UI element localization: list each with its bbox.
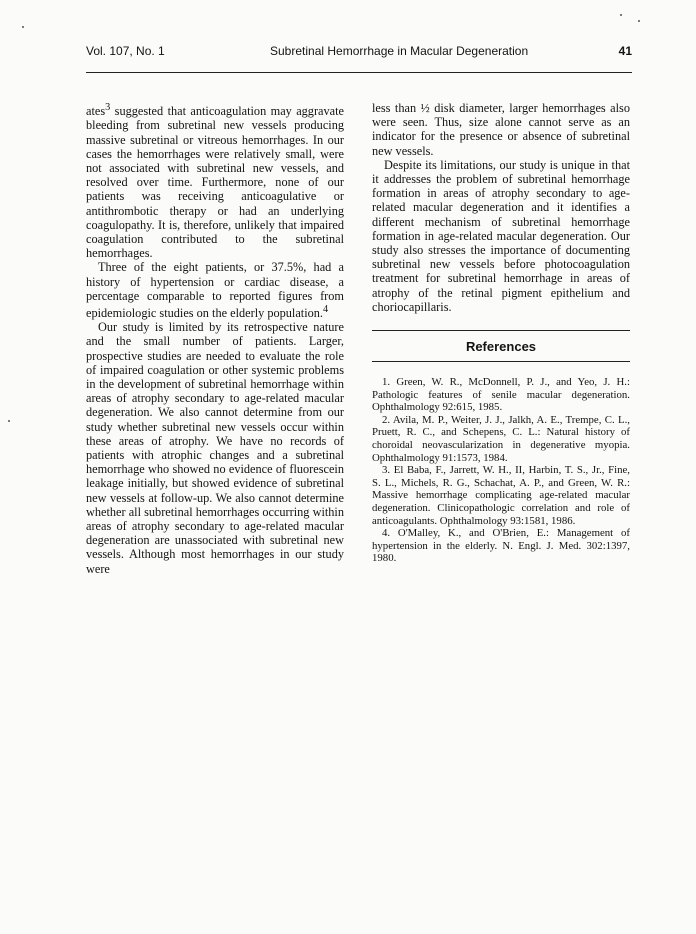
right-column (372, 101, 630, 314)
left-p1-text-start: ates (86, 104, 106, 119)
references-rule-top (372, 330, 630, 331)
reference-item: 3. El Baba, F., Jarrett, W. H., II, Harbin, T. S., Jr., Fine, S. L., Michels, R. G., Schachat, A. P., and Green, W. R.: Massive hemorrhage complicating age-related macular degeneration. Clinicopathologic correlation and role of anticoagulants. Ophthalmology 93:1581, 1986. (372, 464, 630, 527)
journal-volume: Vol. 107, No. 1 (86, 44, 165, 58)
right-paragraph-2: Despite its limitations, our study is unique in that it addresses the problem of subretinal hemorrhage formation in areas of atrophy secondary to age-related macular degeneration and it identifies a different mechanism of subretinal hemorrhage formation in age-related macular degeneration. Our study also stresses the importance of documenting subretinal new vessels before photocoagulation treatment for subretinal hemorrhage in areas of atrophy of the retinal pigment epithelium and choriocapillaris. (372, 157, 630, 314)
left-paragraph-1 (86, 101, 344, 260)
reference-item: 2. Avila, M. P., Weiter, J. J., Jalkh, A. E., Trempe, C. L., Pruett, R. C., and Schepens, C. L.: Natural history of choroidal neovascularization in degenerative myopia. Ophthalmology 91:1573, 1984. (372, 413, 630, 464)
references-title: References (465, 339, 537, 354)
left-p1-text: suggested that anticoagulation may aggravate bleeding from subretinal new vessels producing massive subretinal or vitreous hemorrhages. In our cases the hemorrhages were relatively small, were not associated with subretinal new vessels, and resolved over time. Furthermore, none of our patients was receiving anticoagulative or antithrombotic therapy or had an underlying coagulopathy. It is, therefore, unlikely that impaired coagulation contributed to the subretinal hemorrhages. (86, 104, 344, 261)
citation-4: 4 (323, 303, 329, 315)
left-paragraph-2 (86, 260, 344, 320)
header-rule (86, 72, 632, 73)
running-title: Subretinal Hemorrhage in Macular Degeneration (270, 44, 529, 58)
page-number: 41 (618, 44, 632, 58)
scan-speck (8, 420, 10, 422)
references-list (372, 376, 630, 565)
references-rule-bottom (372, 361, 630, 362)
left-column (86, 101, 344, 576)
scan-speck (22, 26, 24, 28)
references-section (372, 330, 630, 565)
scan-speck (638, 20, 640, 22)
reference-item: 1. Green, W. R., McDonnell, P. J., and Yeo, J. H.: Pathologic features of senile macular degeneration. Ophthalmology 92:615, 1985. (372, 376, 630, 414)
reference-item: 4. O'Malley, K., and O'Brien, E.: Management of hypertension in the elderly. N. Engl. J. Med. 302:1397, 1980. (372, 527, 630, 565)
scan-speck (620, 14, 622, 16)
running-header (86, 44, 632, 66)
left-p2-text: Three of the eight patients, or 37.5%, had a history of hypertension or cardiac disease, a percentage comparable to reported figures from epidemiologic studies on the elderly population. (86, 260, 344, 321)
left-paragraph-3: Our study is limited by its retrospective nature and the small number of patients. Larger, prospective studies are needed to evaluate the role of impaired coagulation or other systemic problems in the development of subretinal hemorrhage within areas of atrophy secondary to age-related macular degeneration. We also cannot determine from our study whether subretinal new vessels occur within these areas of atrophy. We have no records of patients with atrophic changes and a subretinal hemorrhage who showed no evidence of fluorescein leakage initially, but showed evidence of subretinal new vessels at follow-up. We also cannot determine whether all subretinal hemorrhages occurring within areas of atrophy secondary to age-related macular degeneration are unassociated with subretinal new vessels. Although most hemorrhages in our study were (86, 320, 344, 576)
right-paragraph-1: less than ½ disk diameter, larger hemorrhages also were seen. Thus, size alone cannot serve as an indicator for the presence or absence of subretinal new vessels. (372, 101, 630, 158)
citation-3: 3 (105, 102, 111, 113)
